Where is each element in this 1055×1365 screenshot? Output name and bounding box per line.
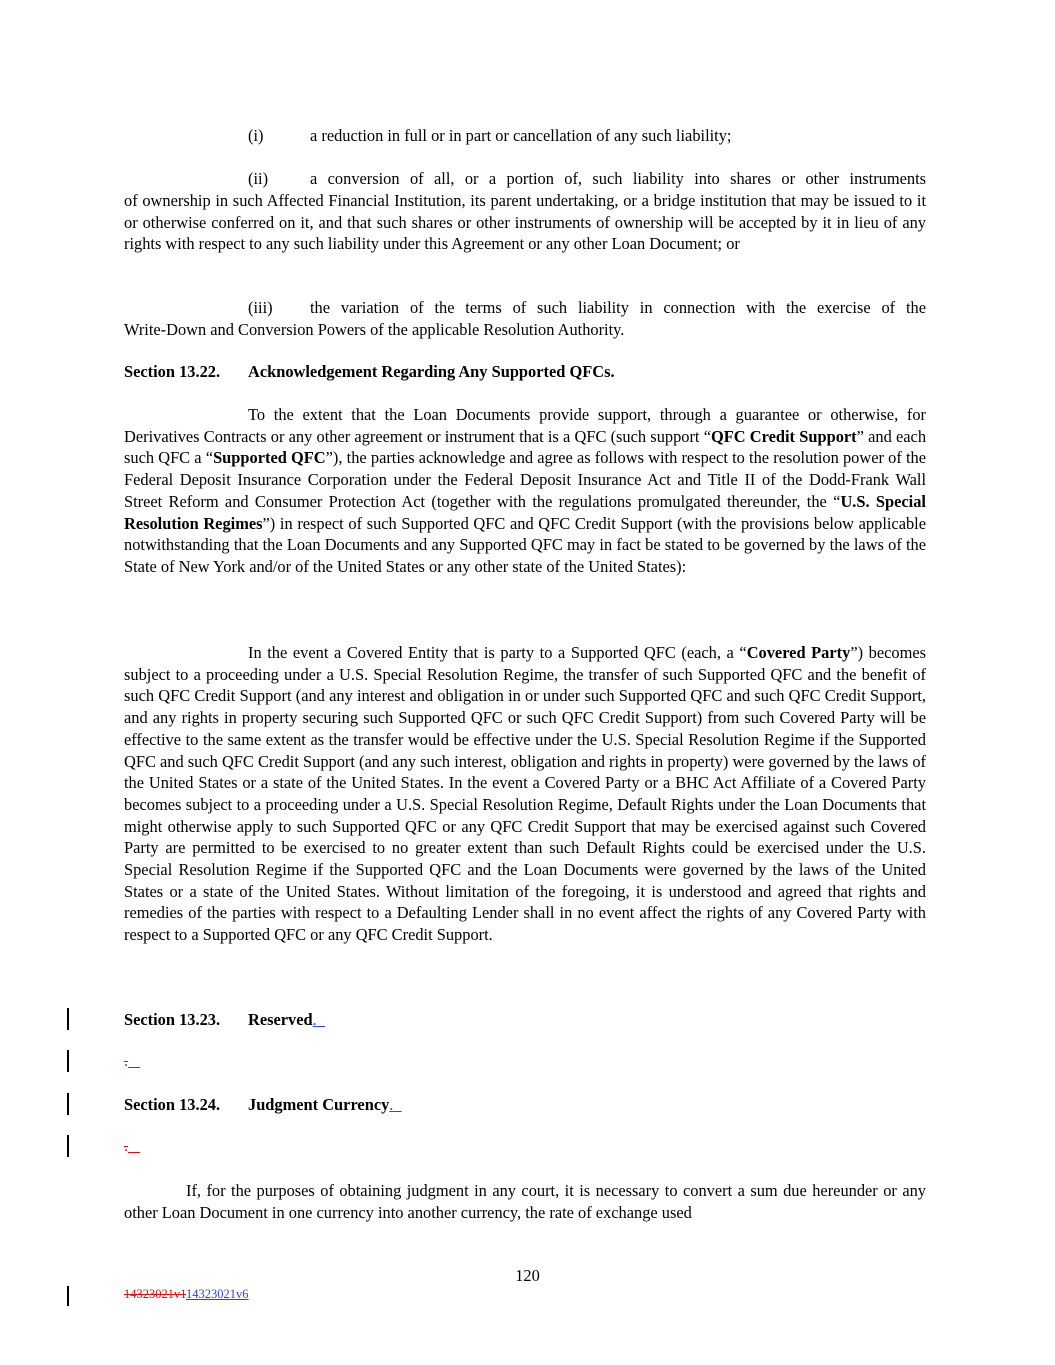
section-13-23-title: Reserved [248,1010,313,1029]
inserted-period: . [389,1095,394,1114]
section-13-22-heading [124,362,615,382]
p2-text-a: In the event a Covered Entity that is party to a Supported QFC (each, a “ [248,643,747,662]
section-13-24-heading [124,1095,402,1115]
change-bar [67,1135,69,1157]
inserted-space [317,1010,325,1029]
clause-iii-continuation: Write-Down and Conversion Powers of the applicable Resolution Authority. [124,320,625,339]
clause-iii-text-first: the variation of the terms of such liability in connection with the exercise of the [310,298,926,317]
deleted-mark [124,1053,140,1071]
deleted-period: . [124,1053,128,1070]
p1-text-e: ”), the parties acknowledge and agree as follows with respect to the resolution power of the Federal Deposit Insurance Corporation under the Federal Deposit Insurance Act and Title II of the Dodd-Frank Wall Street Reform and Consumer Protection Act (together with the regulations promulgated thereunder, the “ [124,448,926,511]
clause-iii-number: (iii) [248,298,273,317]
section-13-23-heading [124,1010,325,1030]
section-13-24-paragraph: If, for the purposes of obtaining judgment in any court, it is necessary to convert a sum due hereunder or any other Loan Document in one currency into another currency, the rate of exchange used [124,1181,926,1222]
p1-text-g: ”) in respect of such Supported QFC and QFC Credit Support (with the provisions below applicable notwithstanding that the Loan Documents and any Supported QFC may in fact be stated to be governed by the laws of the State of New York and/or of the United States or any other state of the United States): [124,513,926,576]
section-13-22-paragraph-2 [124,642,926,946]
change-bar [67,1093,69,1115]
clause-i-text: a reduction in full or in part or cancellation of any such liability; [310,126,732,145]
clause-ii-number: (ii) [248,169,269,188]
inserted-period: . [312,1010,317,1029]
clause-ii-first-line [248,169,926,189]
section-13-24-number: Section 13.24. [124,1095,221,1114]
page-number: 120 [515,1266,540,1285]
defined-term-us-special-resolution-regimes: U.S. Special Resolution Regimes [124,491,926,533]
doc-id-inserted: 14323021v6 [186,1287,249,1301]
deleted-period: . [124,1138,128,1155]
inserted-space [393,1095,401,1114]
p2-text-c: ”) becomes subject to a proceeding under a U.S. Special Resolution Regime, the transfer of such Supported QFC and the benefit of such QFC Credit Support (and any interest and obligation in or under such Supported QFC and such QFC Credit Support, and any rights in property securing such Supported QFC or such QFC Credit Support) from such Covered Party will be effective to the same extent as the transfer would be effective under the U.S. Special Resolution Regime if the Supported QFC and such QFC Credit Support (and any such interest, obligation and rights in property) were governed by the laws of the United States or a state of the United States. In the event a Covered Party or a BHC Act Affiliate of a Covered Party becomes subject to a proceeding under a U.S. Special Resolution Regime, Default Rights under the Loan Documents that might otherwise apply to such Supported QFC or any QFC Credit Support that may be exercised against such Covered Party are permitted to be exercised to no greater extent than such Default Rights could be exercised under the U.S. Special Resolution Regime if the Supported QFC and the Loan Documents were governed by the laws of the United States or a state of the United States. Without limitation of the foregoing, it is understood and agreed that rights and remedies of the parties with respect to a Defaulting Lender shall in no event affect the rights of any Covered Party with respect to a Supported QFC or any QFC Credit Support. [124,643,926,945]
clause-ii-continuation: of ownership in such Affected Financial Institution, its parent undertaking, or a bridge institution that may be issued to it or otherwise conferred on it, and that such shares or other instruments of ownership will be accepted by it in lieu of any rights with respect to any such liability under this Agreement or any other Loan Document; or [124,191,926,254]
defined-term-supported-qfc: Supported QFC [213,448,326,468]
section-13-22-paragraph-1 [124,404,926,578]
defined-term-qfc-credit-support: QFC Credit Support [710,426,857,446]
section-13-22-title: Acknowledgement Regarding Any Supported QFCs. [248,362,615,381]
document-id [124,1287,249,1302]
section-13-22-number: Section 13.22. [124,362,221,381]
clause-iii-first-line [248,298,926,318]
clause-ii-text-first: a conversion of all, or a portion of, such liability into shares or other instruments [310,169,926,188]
deleted-mark [124,1138,140,1156]
section-13-24-title: Judgment Currency [248,1095,390,1114]
p1-text-c: ” and each such QFC a “ [124,426,927,468]
change-bar [67,1008,69,1030]
clause-i-number: (i) [248,126,264,145]
p1-text-a: To the extent that the Loan Documents provide support, through a guarantee or otherwise, for Derivatives Contracts or any other agreement or instrument that is a QFC (such support “ [124,405,926,446]
clause-i [248,126,731,146]
section-13-23-number: Section 13.23. [124,1010,221,1029]
doc-id-deleted: 14323021v1 [124,1287,187,1301]
change-bar [67,1286,69,1306]
change-bar [67,1050,69,1072]
defined-term-covered-party: Covered Party [746,643,851,662]
